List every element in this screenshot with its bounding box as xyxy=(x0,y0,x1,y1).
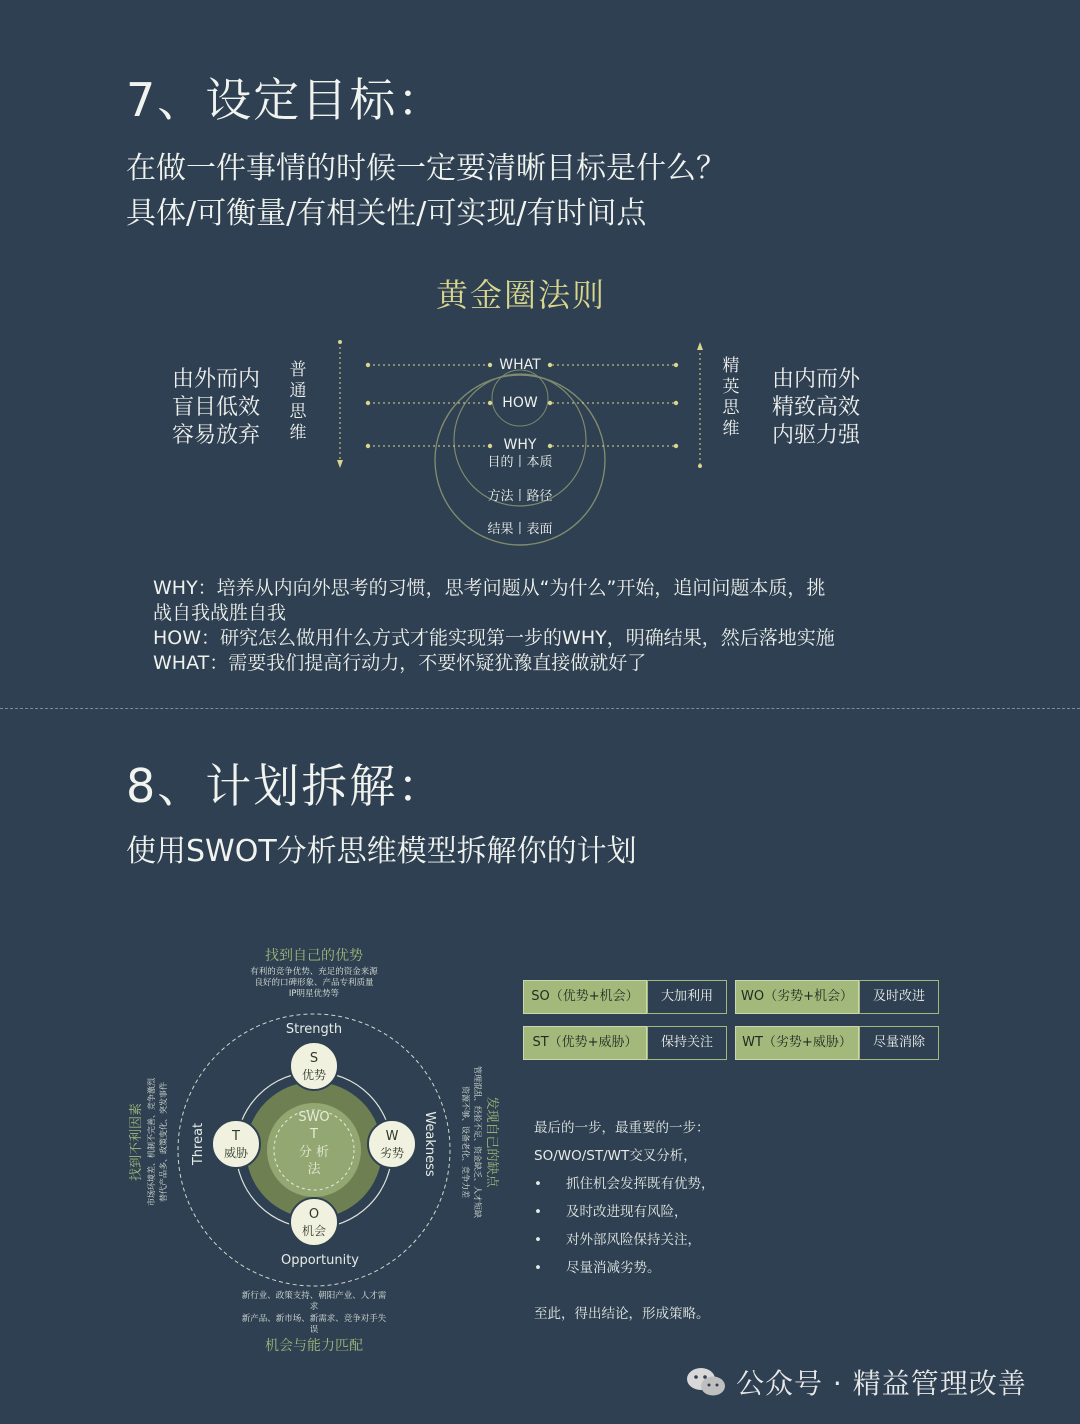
node-s-letter: S xyxy=(309,1051,319,1066)
explanation-line: 战自我战胜自我 xyxy=(153,602,287,624)
bullet-item: • 对外部风险保持关注， xyxy=(534,1232,701,1248)
right-axis-arrow-icon xyxy=(697,342,703,350)
footer-text: 公众号 · 精益管理改善 xyxy=(736,1367,1027,1400)
inner-label-result: 结果丨表面 xyxy=(487,522,553,537)
swot-center-text: 分 析 xyxy=(298,1145,330,1160)
node-w-letter: W xyxy=(385,1129,399,1144)
left-axis-arrow-icon xyxy=(337,460,343,468)
node-w xyxy=(368,1120,416,1168)
matrix-st-action: 保持关注 xyxy=(647,1026,727,1060)
conclusion: 至此，得出结论，形成策略。 xyxy=(534,1306,710,1322)
swot-bottom-desc: 新产品、新市场、新需求、竞争对手失 xyxy=(241,1314,387,1324)
final-step-block xyxy=(534,1116,715,1322)
swot-diagram xyxy=(120,940,520,1360)
node-t-letter: T xyxy=(232,1129,240,1144)
explanation-line: HOW：研究怎么做用什么方式才能实现第一步的WHY，明确结果，然后落地实施 xyxy=(153,627,835,649)
swot-center-text: T xyxy=(310,1127,318,1142)
swot-right-title: 发现自己的缺点 xyxy=(484,1096,499,1188)
swot-top-desc: IP明星优势等 xyxy=(288,989,340,999)
node-o-letter: O xyxy=(308,1207,320,1222)
swot-bottom-title: 机会与能力匹配 xyxy=(265,1338,363,1354)
final-line2: SO/WO/ST/WT交叉分析， xyxy=(534,1148,697,1164)
right-description xyxy=(772,366,860,450)
swot-left-title: 找到不利因素 xyxy=(129,1102,144,1182)
bullet-item: • 尽量消减劣势。 xyxy=(534,1260,661,1276)
swot-left-desc: 替代产品多、政策变化、突发事件 xyxy=(159,1082,168,1202)
bullet-icon: • xyxy=(534,1176,542,1192)
matrix-so-label: SO（优势+机会） xyxy=(523,980,647,1014)
section-divider xyxy=(0,708,1080,709)
label-opportunity: Opportunity xyxy=(280,1253,360,1268)
node-t xyxy=(212,1120,260,1168)
inner-label-purpose: 目的丨本质 xyxy=(487,455,553,470)
right-line: 内驱力强 xyxy=(772,423,861,448)
golden-circle-explanations xyxy=(153,576,835,676)
left-line: 由外而内 xyxy=(172,367,261,392)
label-threat: Threat xyxy=(191,1122,206,1166)
swot-bottom-desc: 误 xyxy=(309,1325,319,1335)
matrix-wo-label: WO（劣势+机会） xyxy=(735,980,859,1014)
section8-heading: 8、计划拆解： xyxy=(126,759,446,813)
row-how: HOW xyxy=(502,395,538,411)
golden-circle-title: 黄金圈法则 xyxy=(436,276,607,314)
swot-top-desc: 有利的竞争优势、充足的资金来源 xyxy=(250,967,378,977)
left-description xyxy=(172,366,260,450)
node-s xyxy=(290,1042,338,1090)
swot-top-title: 找到自己的优势 xyxy=(265,948,363,964)
explanation-line: WHAT：需要我们提高行动力，不要怀疑犹豫直接做就好了 xyxy=(153,652,647,674)
matrix-so-action: 大加利用 xyxy=(647,980,727,1014)
swot-top-desc: 良好的口碑形象、产品专利质量 xyxy=(254,978,374,988)
inner-label-method: 方法丨路径 xyxy=(487,489,553,504)
matrix-st-label: ST（优势+威胁） xyxy=(523,1026,647,1060)
explanation-line: WHY：培养从内向外思考的习惯，思考问题从“为什么”开始，追问问题本质，挑 xyxy=(153,577,826,599)
bullet-icon: • xyxy=(534,1204,542,1220)
label-strength: Strength xyxy=(285,1022,343,1037)
swot-right-desc: 资源不够、设备老化、竞争力差 xyxy=(461,1086,470,1198)
right-line: 精致高效 xyxy=(772,395,861,420)
left-line: 盲目低效 xyxy=(172,395,261,420)
section7-heading: 7、设定目标： xyxy=(126,73,446,127)
right-line: 由内而外 xyxy=(772,367,861,392)
swot-left-desc: 市场环境差、机制不完善、竞争激烈 xyxy=(147,1078,156,1206)
matrix-wo-action: 及时改进 xyxy=(859,980,939,1014)
final-intro: 最后的一步，最重要的一步： xyxy=(534,1120,710,1136)
node-o xyxy=(290,1198,338,1246)
right-vertical-label: 精 英 思 维 xyxy=(722,356,740,439)
left-vertical-label: 普 通 思 维 xyxy=(289,360,307,443)
section7-line2: 具体/可衡量/有相关性/可实现/有时间点 xyxy=(126,196,647,231)
swot-bottom-desc: 求 xyxy=(309,1302,319,1312)
left-line: 容易放弃 xyxy=(172,423,261,448)
bullet-item: • 及时改进现有风险， xyxy=(534,1204,688,1220)
swot-bottom-desc: 新行业、政策支持、朝阳产业、人才需 xyxy=(241,1291,387,1301)
bullet-icon: • xyxy=(534,1260,542,1276)
swot-center-text: 法 xyxy=(307,1162,321,1177)
footer xyxy=(684,1362,1027,1402)
matrix-wt-label: WT（劣势+威胁） xyxy=(735,1026,859,1060)
node-w-label: 劣势 xyxy=(379,1146,405,1160)
swot-right-desc: 管理混乱、经验不足、资金缺乏、人才短缺 xyxy=(473,1066,482,1218)
node-o-label: 机会 xyxy=(301,1224,327,1238)
label-weakness: Weakness xyxy=(422,1111,437,1177)
bullet-item: • 抓住机会发挥既有优势， xyxy=(534,1176,715,1192)
row-what: WHAT xyxy=(499,357,541,373)
bullet-icon: • xyxy=(534,1232,542,1248)
swot-center-text: SWO xyxy=(298,1110,330,1125)
section8-subtitle: 使用SWOT分析思维模型拆解你的计划 xyxy=(126,834,637,869)
golden-circle-diagram xyxy=(330,330,720,560)
matrix-wt-action: 尽量消除 xyxy=(859,1026,939,1060)
wechat-icon xyxy=(684,1364,728,1400)
node-t-label: 威胁 xyxy=(223,1146,249,1160)
section7-line1: 在做一件事情的时候一定要清晰目标是什么？ xyxy=(126,151,726,186)
row-why: WHY xyxy=(503,437,537,453)
node-s-label: 优势 xyxy=(301,1068,327,1082)
